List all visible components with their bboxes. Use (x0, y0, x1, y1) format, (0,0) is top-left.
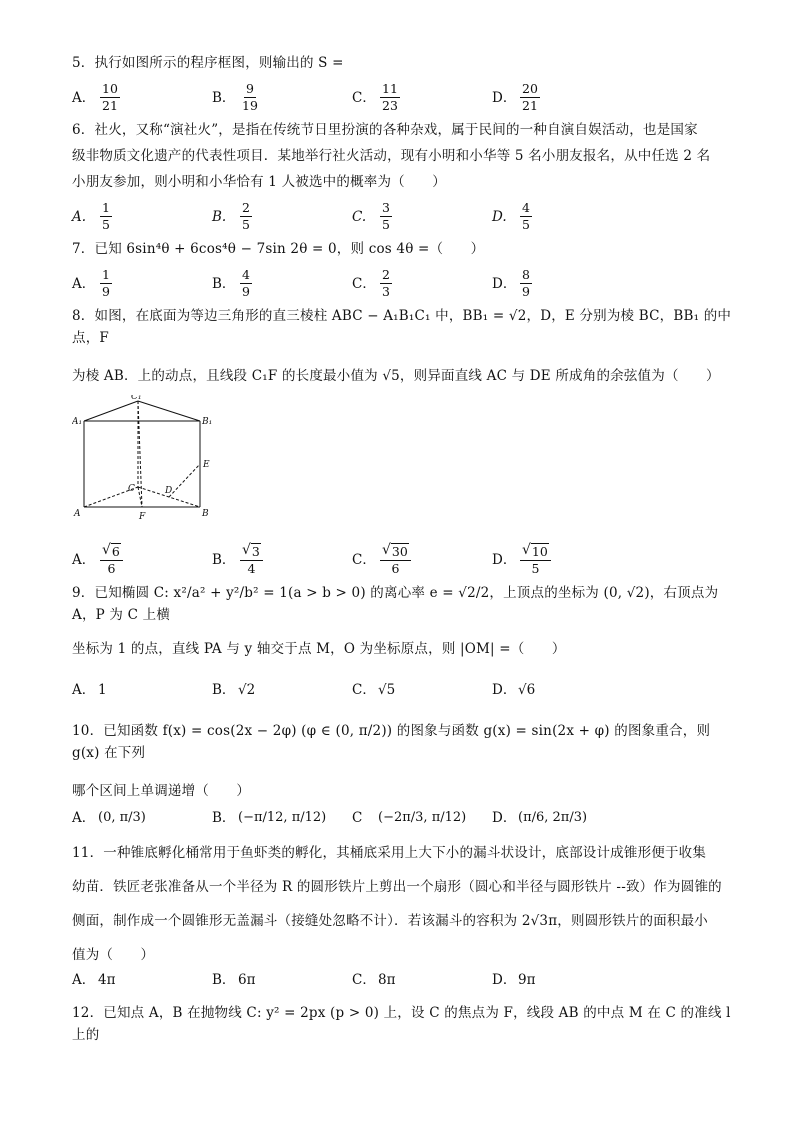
option-b[interactable]: B． (−π/12, π/12) (212, 810, 327, 826)
option-b[interactable]: B． √2 (212, 682, 256, 698)
question-9-line-1: 9．已知椭圆 C: x²/a² + y²/b² = 1(a > b > 0) 的离心率 e = √2/2，上顶点的坐标为 (0, √2)，右顶点为 A，P 为 C 上横 (72, 585, 719, 623)
option-a[interactable]: A． 4π (72, 972, 116, 988)
option-b[interactable]: B． $\frac{4}{9}$ (212, 267, 250, 299)
option-d[interactable]: D． 9π (492, 972, 536, 988)
question-6 (72, 119, 732, 232)
question-11-line-4: 值为（ ） (72, 947, 155, 963)
question-8-options (72, 543, 732, 576)
question-8 (72, 305, 732, 576)
option-d[interactable]: D． √ 10 5 (492, 543, 632, 576)
label-a1: A₁ (72, 417, 83, 427)
question-6-line-1: 6．社火，又称“演社火”，是指在传统节日里扮演的各种杂戏，属于民间的一种自演自娱活动，也是国家 (72, 122, 698, 138)
label-a: A (74, 509, 81, 519)
question-5-options (72, 82, 732, 113)
option-b[interactable]: B． $\frac{9}{19}$ (212, 81, 258, 113)
label-c: C (128, 484, 135, 494)
option-b[interactable]: B． 6π (212, 972, 256, 988)
label-c1: C₁ (131, 395, 142, 402)
question-9-options (72, 680, 732, 700)
label-d: D (165, 486, 173, 496)
prism-figure (72, 395, 222, 531)
option-d[interactable]: D． $\frac{20}{21}$ (492, 81, 538, 113)
label-b1: B₁ (202, 417, 213, 427)
option-c[interactable]: C． √5 (352, 682, 396, 698)
option-c[interactable]: C (−2π/3, π/12) (352, 810, 467, 826)
question-6-line-3: 小朋友参加，则小明和小华恰有 1 人被选中的概率为（ ） (72, 174, 446, 190)
question-8-line-2: 为棱 AB．上的动点，且线段 C₁F 的长度最小值为 √5，则异面直线 AC 与 DE 所成角的余弦值为（ ） (72, 368, 720, 384)
option-d[interactable]: D． (π/6, 2π/3) (492, 810, 588, 826)
question-8-line-1: 8．如图，在底面为等边三角形的直三棱柱 ABC − A₁B₁C₁ 中，BB₁ = √2，D，E 分别为棱 BC，BB₁ 的中点，F (72, 308, 732, 346)
question-5 (72, 52, 732, 113)
option-a[interactable]: A． $\frac{10}{21}$ (72, 81, 118, 113)
question-11-line-3: 侧面，制作成一个圆锥形无盖漏斗（接缝处忽略不计）．若该漏斗的容积为 2√3π，则圆形铁片的面积最小 (72, 913, 708, 929)
question-11-options (72, 970, 732, 990)
question-11-line-2: 幼苗．铁匠老张准备从一个半径为 R 的圆形铁片上剪出一个扇形（圆心和半径与圆形铁片 --致）作为圆锥的 (72, 879, 722, 895)
question-11-line-1: 11．一种锥底孵化桶常用于鱼虾类的孵化，其桶底采用上大下小的漏斗状设计，底部设计成锥形便于收集 (72, 845, 707, 861)
option-d[interactable]: D． √6 (492, 682, 536, 698)
question-10-line-2: 哪个区间上单调递增（ ） (72, 783, 251, 799)
question-5-stem: 5．执行如图所示的程序框图，则输出的 S = (72, 55, 344, 71)
question-9 (72, 582, 732, 700)
option-d[interactable]: D. $\frac{4}{5}$ (492, 200, 530, 232)
option-a[interactable]: A． 1 (72, 682, 107, 698)
option-c[interactable]: C． 8π (352, 972, 396, 988)
option-c[interactable]: C． $\frac{11}{23}$ (352, 81, 398, 113)
option-b[interactable]: B. $\frac{2}{5}$ (212, 200, 250, 232)
question-7-stem: 7．已知 6sin⁴θ + 6cos⁴θ − 7sin 2θ = 0，则 cos 4θ =（ ） (72, 241, 485, 257)
question-12 (72, 1002, 732, 1046)
option-d[interactable]: D． $\frac{8}{9}$ (492, 267, 530, 299)
option-c[interactable]: C. $\frac{3}{5}$ (352, 200, 390, 232)
question-10-options (72, 808, 732, 828)
question-6-line-2: 级非物质文化遗产的代表性项目．某地举行社火活动，现有小明和小华等 5 名小朋友报名，从中任选 2 名 (72, 148, 711, 164)
option-c[interactable]: C． √ 30 6 (352, 543, 492, 576)
label-f: F (139, 512, 146, 522)
question-7 (72, 238, 732, 299)
question-6-options (72, 201, 732, 232)
exam-page (72, 52, 732, 1060)
option-a[interactable]: A． (0, π/3) (72, 810, 146, 826)
label-e: E (203, 460, 210, 470)
question-9-line-2: 坐标为 1 的点，直线 PA 与 y 轴交于点 M，O 为坐标原点，则 |OM| =（ ） (72, 641, 566, 657)
question-12-line-1: 12．已知点 A，B 在抛物线 C: y² = 2px (p > 0) 上，设 C 的焦点为 F，线段 AB 的中点 M 在 C 的准线 l 上的 (72, 1005, 731, 1043)
question-10 (72, 720, 732, 828)
option-a[interactable]: A． $\frac{1}{9}$ (72, 267, 110, 299)
question-7-options (72, 268, 732, 299)
option-b[interactable]: B． √ 3 4 (212, 543, 352, 576)
label-b: B (202, 509, 209, 519)
option-c[interactable]: C． $\frac{2}{3}$ (352, 267, 390, 299)
question-10-line-1: 10．已知函数 f(x) = cos(2x − 2φ) (φ ∈ (0, π/2)) 的图象与函数 g(x) = sin(2x + φ) 的图象重合，则 g(x) 在下列 (72, 723, 711, 761)
question-11 (72, 842, 732, 990)
option-a[interactable]: A. $\frac{1}{5}$ (72, 200, 110, 232)
option-a[interactable]: A． √ 6 6 (72, 543, 212, 576)
